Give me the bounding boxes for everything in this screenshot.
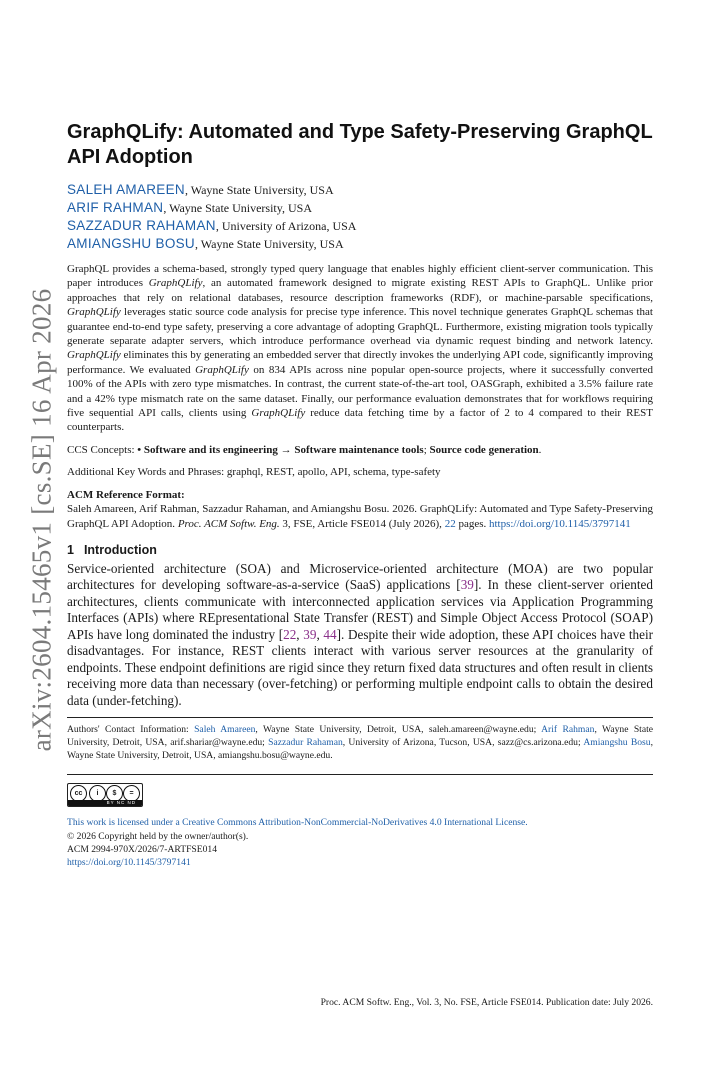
ccs-concept: Software and its engineering (143, 443, 278, 456)
intro-text: ]. Despite their wide adoption, these API choices have their disadvantages. For instance, REST clients interact with various server resources at the granularity of endpoints. These endpoint definitions are rigid since they return fixed data structures and often result in clients receiving more data than necessary (over-fetching) or performing multiple endpoint calls to obtain the desired data (under-fetching). (67, 626, 653, 708)
author-contact-link[interactable]: Saleh Amareen (194, 724, 256, 736)
author-affiliation: , Wayne State University, USA (194, 237, 344, 251)
tool-name: GraphQLify (148, 277, 203, 290)
abstract-text: eliminates this by generating an embedded server that directly invokes the underlying API code, significantly improving performance. We evaluated (67, 349, 653, 376)
citation-link[interactable]: 39 (303, 626, 317, 642)
citation-link[interactable]: 44 (323, 626, 337, 642)
paper-title: GraphQLify: Automated and Type Safety-Preserving GraphQL API Adoption (67, 121, 653, 168)
tool-name: GraphQLify (67, 306, 121, 319)
author-name[interactable]: AMIANGSHU BOSU (67, 236, 195, 251)
citation-separator: , (316, 626, 324, 642)
author-contact-link[interactable]: Sazzadur Rahaman (268, 737, 343, 749)
contact-details: , University of Arizona, Tucson, USA, sazz@cs.arizona.edu; (342, 737, 584, 749)
author-affiliation: , Wayne State University, USA (163, 201, 312, 215)
reference-text: 3, FSE, Article FSE014 (July 2026), (279, 517, 445, 530)
license-link[interactable]: This work is licensed under a Creative Commons Attribution-NonCommercial-NoDerivatives 4.0 International License. (67, 817, 528, 829)
cc-badge-strip: BY NC ND (68, 800, 142, 806)
doi-link[interactable]: https://doi.org/10.1145/3797141 (488, 517, 631, 530)
contact-details: , Wayne State University, Detroit, USA, saleh.amareen@wayne.edu; (255, 724, 542, 736)
acm-article-code: ACM 2994-970X/2026/7-ARTFSE014 (67, 843, 218, 855)
intro-text: Service-oriented architecture (SOA) and Microservice-oriented architecture (MOA) are two popular architectures for developing software-as-a-service (SaaS) applications [ (67, 560, 653, 593)
tool-name: GraphQLify (67, 349, 121, 362)
by-icon: i (89, 785, 106, 802)
author-contact-link[interactable]: Amiangshu Bosu (583, 737, 651, 749)
author-entry (67, 235, 653, 253)
abstract-text: GraphQL provides a schema-based, strongly typed query language that enables highly efficient client-server communication. This paper introduces (67, 263, 653, 290)
author-name[interactable]: SAZZADUR RAHAMAN (67, 218, 216, 233)
ccs-label: CCS Concepts: (67, 443, 138, 456)
author-entry (67, 217, 653, 235)
citation-link[interactable]: 22 (283, 626, 297, 642)
author-name[interactable]: ARIF RAHMAN (67, 200, 164, 215)
abstract-text: on 834 APIs across nine popular open-source projects, where it successfully converted 100% of the APIs with zero type mismatches. In contrast, the current state-of-the-art tool, OASGraph, exhibited a 3.5% failure rate and a 42% type mismatch rate on the same dataset. Finally, our performance evaluation demonstrates that for workflows requiring five sequential API calls, clients using (67, 363, 653, 420)
ccs-bullet: • (137, 443, 144, 456)
nc-icon: $ (106, 785, 123, 802)
introduction-paragraph (67, 561, 653, 710)
journal-name: Proc. ACM Softw. Eng. (177, 517, 280, 530)
abstract-text: reduce data fetching time by a factor of 2 to 4 compared to their REST counterparts. (67, 407, 653, 434)
keywords: Additional Key Words and Phrases: graphql, REST, apollo, API, schema, type-safety (67, 466, 441, 479)
paper-first-page (67, 120, 653, 869)
reference-heading: ACM Reference Format: (67, 488, 185, 501)
section-heading (67, 543, 653, 557)
license-info (67, 816, 653, 869)
section-number: 1 (67, 542, 74, 557)
arxiv-identifier: arXiv:2604.15465v1 [cs.SE] 16 Apr 2026 (26, 288, 57, 752)
reference-text: Saleh Amareen, Arif Rahman, Sazzadur Rahaman, and Amiangshu Bosu. 2026. GraphQLify: Automated and Type Safety-Preserving GraphQL API Adoption. (67, 503, 653, 530)
license-divider (67, 774, 653, 775)
footnote-divider (67, 717, 653, 718)
pages-link[interactable]: 22 (444, 517, 456, 530)
license-doi-link[interactable]: https://doi.org/10.1145/3797141 (67, 857, 191, 869)
author-contact-link[interactable]: Arif Rahman (541, 724, 595, 736)
abstract (67, 262, 653, 435)
ccs-arrow: → (277, 443, 295, 456)
contact-details: , Wayne State University, Detroit, USA, arif.shariar@wayne.edu; (67, 724, 654, 749)
abstract-text: leverages static source code analysis for precise type inference. This novel technique generates GraphQL schemas that guarantee end-to-end type safety, preserving a core advantage of adopting GraphQL. Furthermore, existing migration tools typically generate separate adapter servers, which introduce performance overhead via dynamic request binding and network latency. (67, 306, 653, 348)
copyright-notice: © 2026 Copyright held by the owner/author(s). (67, 830, 249, 842)
author-affiliation: , Wayne State University, USA (184, 183, 334, 197)
contact-details: , Wayne State University, Detroit, USA, amiangshu.bosu@wayne.edu. (67, 737, 653, 762)
author-affiliation: , University of Arizona, USA (215, 219, 357, 233)
contacts-label: Authors' Contact Information: (67, 724, 195, 736)
citation-separator: , (296, 626, 304, 642)
abstract-text: , an automated framework designed to migrate existing REST APIs to GraphQL. Unlike prior approaches that rely on relational databases, resource description frameworks (RDF), or machine-parsable specifications, (67, 277, 654, 304)
page-footer: Proc. ACM Softw. Eng., Vol. 3, No. FSE, Article FSE014. Publication date: July 2026. (320, 997, 653, 1008)
ccs-concept: Software maintenance tools (294, 443, 424, 456)
citation-link[interactable]: 39 (460, 577, 474, 593)
nd-icon: = (123, 785, 140, 802)
tool-name: GraphQLify (195, 363, 249, 376)
ccs-separator: ; (423, 443, 430, 456)
acm-reference-format (67, 488, 653, 531)
author-list (67, 181, 653, 253)
tool-name: GraphQLify (251, 407, 306, 420)
intro-text: ]. In these client-server oriented architectures, clients communicate with interconnected application services via Application Programming Interfaces (APIs) where REpresentational State Transfer (REST) and Simple Object Access Protocol (SOAP) APIs have long dominated the industry [ (67, 577, 653, 642)
section-title: Introduction (83, 542, 157, 557)
ccs-end: . (538, 443, 542, 456)
ccs-concepts (67, 443, 653, 457)
author-entry (67, 181, 653, 199)
author-contact-info (67, 723, 653, 762)
arxiv-sidebar-stamp (22, 270, 62, 770)
author-name[interactable]: SALEH AMAREEN (67, 182, 185, 197)
cc-icon: cc (70, 785, 87, 802)
cc-license-badge-icon[interactable] (67, 783, 143, 807)
author-entry (67, 199, 653, 217)
ccs-concept: Source code generation (429, 443, 539, 456)
reference-text: pages. (455, 517, 489, 530)
